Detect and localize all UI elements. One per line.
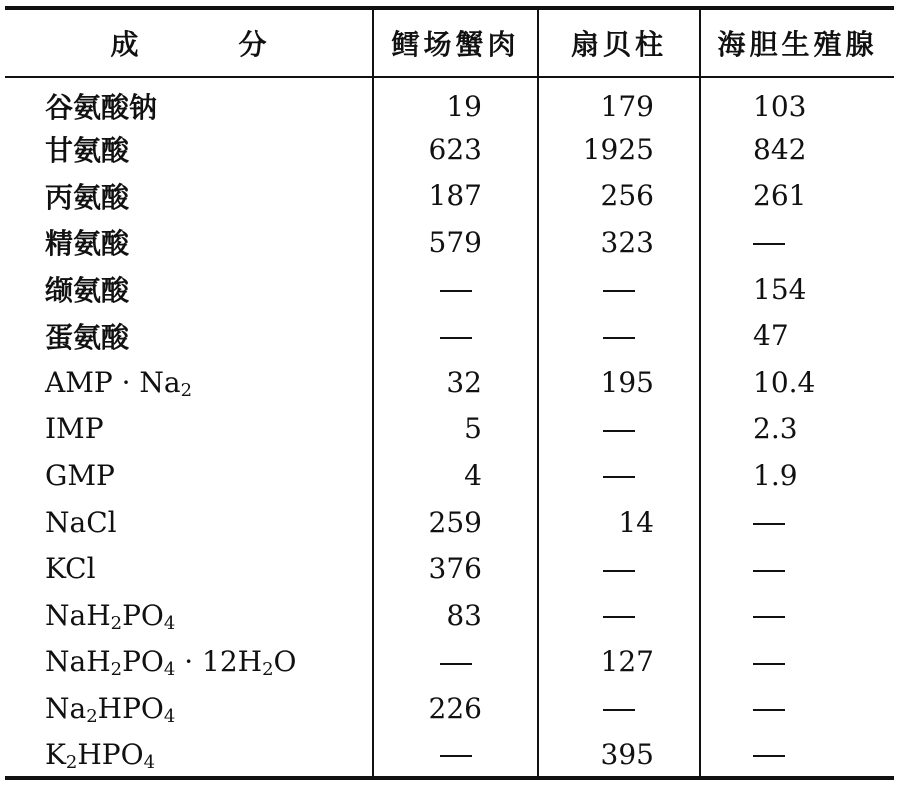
crab-meat-value: 226 xyxy=(373,685,538,732)
row-name xyxy=(5,732,373,779)
sea-urchin-value xyxy=(700,545,894,592)
row-name-text: NaCl xyxy=(45,505,117,539)
row-name-text: AMP · Na xyxy=(45,365,181,399)
no-data-dash xyxy=(440,663,472,665)
table-row xyxy=(5,639,894,686)
scallop-value: 14 xyxy=(538,499,700,546)
crab-meat-value: 187 xyxy=(373,173,538,220)
row-name-text: 精氨酸 xyxy=(45,227,130,261)
formula-subscript: 4 xyxy=(143,751,156,773)
table-row xyxy=(5,592,894,639)
no-data-dash xyxy=(440,290,472,292)
row-name-text: 谷氨酸钠 xyxy=(45,91,158,124)
formula-part: HPO xyxy=(97,691,164,725)
no-data-dash xyxy=(603,476,635,478)
header-component-char-1: 成 xyxy=(110,28,139,61)
row-name xyxy=(5,173,373,220)
row-name-text: 缬氨酸 xyxy=(45,274,130,308)
crab-meat-value xyxy=(373,732,538,779)
row-name-text: KCl xyxy=(45,552,96,586)
formula-subscript: 4 xyxy=(163,612,176,634)
header-sea-urchin-gonad: 海胆生殖腺 xyxy=(700,8,894,77)
no-data-dash xyxy=(603,290,635,292)
scallop-value xyxy=(538,545,700,592)
table-row xyxy=(5,219,894,266)
row-name xyxy=(5,312,373,359)
row-name xyxy=(5,77,373,126)
sea-urchin-value: 103 xyxy=(700,77,894,126)
crab-meat-value: 19 xyxy=(373,77,538,126)
sea-urchin-value xyxy=(700,219,894,266)
row-name xyxy=(5,685,373,732)
row-name-text: 蛋氨酸 xyxy=(45,320,130,354)
crab-meat-value: 376 xyxy=(373,545,538,592)
row-name-text: 甘氨酸 xyxy=(45,134,130,168)
row-name xyxy=(5,359,373,406)
table-row xyxy=(5,173,894,220)
header-scallop: 扇贝柱 xyxy=(538,8,700,77)
scallop-value: 195 xyxy=(538,359,700,406)
sea-urchin-value: 1.9 xyxy=(700,452,894,499)
formula-subscript: 2 xyxy=(65,751,78,773)
no-data-dash xyxy=(753,243,785,245)
scallop-value: 179 xyxy=(538,77,700,126)
crab-meat-value: 4 xyxy=(373,452,538,499)
crab-meat-value xyxy=(373,639,538,686)
no-data-dash xyxy=(753,570,785,572)
row-name xyxy=(5,266,373,313)
crab-meat-value xyxy=(373,266,538,313)
formula-part: O xyxy=(273,645,297,679)
header-row xyxy=(5,8,894,77)
sea-urchin-value: 261 xyxy=(700,173,894,220)
crab-meat-value: 259 xyxy=(373,499,538,546)
scallop-value: 256 xyxy=(538,173,700,220)
sea-urchin-value: 10.4 xyxy=(700,359,894,406)
scallop-value xyxy=(538,406,700,453)
sea-urchin-value: 47 xyxy=(700,312,894,359)
formula-subscript: 4 xyxy=(163,659,176,681)
crab-meat-value: 5 xyxy=(373,406,538,453)
formula-part: NaH xyxy=(45,645,111,679)
no-data-dash xyxy=(603,337,635,339)
formula-subscript: 2 xyxy=(180,379,193,401)
no-data-dash xyxy=(603,709,635,711)
table-row xyxy=(5,452,894,499)
composition-table-container xyxy=(5,6,894,780)
formula-part: K xyxy=(45,737,66,771)
table-row xyxy=(5,685,894,732)
no-data-dash xyxy=(603,616,635,618)
table-row xyxy=(5,406,894,453)
header-component-char-2: 分 xyxy=(238,28,267,61)
sea-urchin-value xyxy=(700,639,894,686)
formula-part: PO xyxy=(122,645,164,679)
table-row xyxy=(5,77,894,126)
table-row xyxy=(5,499,894,546)
formula-subscript: 2 xyxy=(86,705,98,727)
row-name xyxy=(5,452,373,499)
row-name xyxy=(5,219,373,266)
row-name xyxy=(5,406,373,453)
no-data-dash xyxy=(603,430,635,432)
formula-part: NaH xyxy=(45,598,111,632)
scallop-value: 323 xyxy=(538,219,700,266)
row-name xyxy=(5,126,373,173)
sea-urchin-value xyxy=(700,732,894,779)
row-name-text: GMP xyxy=(45,458,115,492)
crab-meat-value xyxy=(373,312,538,359)
sea-urchin-value xyxy=(700,499,894,546)
scallop-value: 127 xyxy=(538,639,700,686)
table-row xyxy=(5,312,894,359)
scallop-value: 1925 xyxy=(538,126,700,173)
scallop-value xyxy=(538,685,700,732)
crab-meat-value: 623 xyxy=(373,126,538,173)
no-data-dash xyxy=(753,709,785,711)
scallop-value xyxy=(538,452,700,499)
formula-subscript: 2 xyxy=(262,659,274,681)
formula-subscript: 2 xyxy=(110,612,123,634)
header-crab-meat: 鳕场蟹肉 xyxy=(373,8,538,77)
header-component xyxy=(5,8,373,77)
crab-meat-value: 83 xyxy=(373,592,538,639)
formula-subscript: 4 xyxy=(163,705,176,727)
sea-urchin-value xyxy=(700,685,894,732)
formula-part: Na xyxy=(45,691,87,725)
row-name xyxy=(5,592,373,639)
table-row xyxy=(5,126,894,173)
formula-part: HPO xyxy=(77,737,144,771)
composition-table xyxy=(5,6,894,780)
scallop-value: 395 xyxy=(538,732,700,779)
row-name xyxy=(5,545,373,592)
no-data-dash xyxy=(440,755,472,757)
no-data-dash xyxy=(603,570,635,572)
row-name xyxy=(5,639,373,686)
scallop-value xyxy=(538,592,700,639)
formula-subscript: 2 xyxy=(110,659,123,681)
table-row xyxy=(5,359,894,406)
no-data-dash xyxy=(753,755,785,757)
sea-urchin-value: 2.3 xyxy=(700,406,894,453)
formula-part: · 12H xyxy=(175,645,263,679)
table-row xyxy=(5,266,894,313)
sea-urchin-value xyxy=(700,592,894,639)
formula-part: PO xyxy=(122,598,164,632)
sea-urchin-value: 842 xyxy=(700,126,894,173)
no-data-dash xyxy=(753,663,785,665)
row-name xyxy=(5,499,373,546)
crab-meat-value: 579 xyxy=(373,219,538,266)
crab-meat-value: 32 xyxy=(373,359,538,406)
no-data-dash xyxy=(753,523,785,525)
row-name-text: IMP xyxy=(45,412,104,446)
row-name-text: 丙氨酸 xyxy=(45,180,130,214)
no-data-dash xyxy=(753,616,785,618)
scallop-value xyxy=(538,266,700,313)
sea-urchin-value: 154 xyxy=(700,266,894,313)
table-row xyxy=(5,545,894,592)
table-body xyxy=(5,77,894,778)
table-row xyxy=(5,732,894,779)
no-data-dash xyxy=(440,337,472,339)
scallop-value xyxy=(538,312,700,359)
